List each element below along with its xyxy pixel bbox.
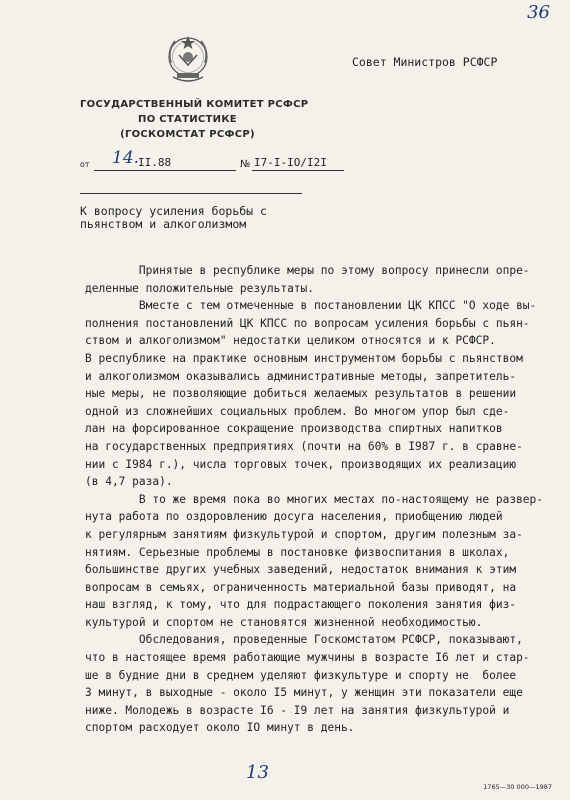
number-label: № bbox=[240, 159, 251, 170]
body-line: вопросам в семьях, ограниченность материальной базы приводят, на bbox=[85, 580, 517, 594]
body-line: культурой и спортом не становятся жизненной необходимостью. bbox=[85, 615, 483, 629]
subject bbox=[80, 205, 267, 231]
recipient: Совет Министров РСФСР bbox=[352, 55, 498, 69]
body-line: ством и алкоголизмом" недостатки целиком относятся и к РСФСР. bbox=[85, 334, 496, 348]
body-line: ные меры, не позволяющие добиться желаемых результатов в решении bbox=[85, 387, 517, 401]
date-value: II.88 bbox=[138, 156, 172, 169]
handwritten-page-number: 13 bbox=[246, 762, 269, 783]
body-line: что в настоящее время работающие мужчины в возрасте I6 лет и стар- bbox=[85, 651, 530, 665]
body-text bbox=[85, 262, 555, 737]
blank-rule bbox=[80, 193, 302, 194]
body-line: Вместе с тем отмеченные в постановлении ЦК КПСС "О ходе вы- bbox=[85, 299, 537, 313]
number-underline bbox=[252, 170, 344, 171]
org-line-2: ПО СТАТИСТИКЕ bbox=[138, 114, 237, 125]
body-line: В то же время пока во многих местах по-настоящему не развер- bbox=[85, 492, 544, 506]
body-line: на государственных предприятиях (почти на 60% в I987 г. в сравне- bbox=[85, 439, 523, 453]
body-line: лан на форсированное сокращение производства спиртных напитков bbox=[85, 422, 503, 436]
body-line: и алкоголизмом оказывались административные методы, запретитель- bbox=[85, 369, 517, 383]
body-line: нятиям. Серьезные проблемы в постановке физвоспитания в школах, bbox=[85, 545, 510, 559]
archive-page-number: 36 bbox=[527, 2, 550, 23]
org-line-1: ГОСУДАРСТВЕННЫЙ КОМИТЕТ РСФСР bbox=[80, 99, 309, 110]
body-line: спортом расходует около IO минут в день. bbox=[85, 721, 355, 735]
body-line: наш взгляд, к тому, что для подрастающего поколения занятия физ- bbox=[85, 598, 517, 612]
print-code: 1765—30 000—1987 bbox=[483, 783, 552, 791]
body-line: деленные положительные результаты. bbox=[85, 281, 315, 295]
subject-line-1: К вопросу усиления борьбы с bbox=[80, 204, 267, 218]
body-line: 3 минут, в выходные - около I5 минут, у женщин эти показатели еще bbox=[85, 686, 523, 700]
body-line: Принятые в республике меры по этому вопросу принесли опре- bbox=[85, 264, 530, 277]
body-line: ниже. Молодежь в возрасте I6 - I9 лет на занятия физкультурой и bbox=[85, 703, 510, 717]
body-line: нута работа по оздоровлению досуга населения, приобщению людей bbox=[85, 510, 503, 524]
from-label: от bbox=[80, 160, 90, 169]
org-line-3: (ГОСКОМСТАТ РСФСР) bbox=[120, 129, 255, 140]
date-underline bbox=[94, 170, 236, 171]
body-line: В республике на практике основным инструментом борьбы с пьянством bbox=[85, 351, 523, 365]
organization-header bbox=[80, 97, 309, 142]
subject-line-2: пьянством и алкоголизмом bbox=[80, 217, 247, 231]
body-line: (в 4,7 раза). bbox=[85, 475, 173, 489]
document-number: I7-I-IO/I2I bbox=[254, 156, 327, 169]
body-line: большинстве других учебных заведений, недостаток внимания к этим bbox=[85, 563, 517, 577]
body-line: Обследования, проведенные Госкомстатом РСФСР, показывают, bbox=[85, 633, 523, 647]
body-line: одной из сложнейших социальных проблем. Во многом упор был сде- bbox=[85, 404, 510, 418]
body-line: полнения постановлений ЦК КПСС по вопросам усиления борьбы с пьян- bbox=[85, 316, 530, 330]
rsfsr-coat-of-arms-icon bbox=[163, 33, 213, 85]
body-line: ше в будние дни в среднем уделяют физкультуре и спорту не более bbox=[85, 668, 517, 682]
date-day-handwritten: 14. bbox=[112, 148, 140, 168]
body-line: нии с I984 г.), числа торговых точек, производящих их реализацию bbox=[85, 457, 517, 471]
body-line: к регулярным занятиям физкультурой и спортом, другим полезным за- bbox=[85, 527, 523, 541]
dateline bbox=[80, 150, 340, 174]
